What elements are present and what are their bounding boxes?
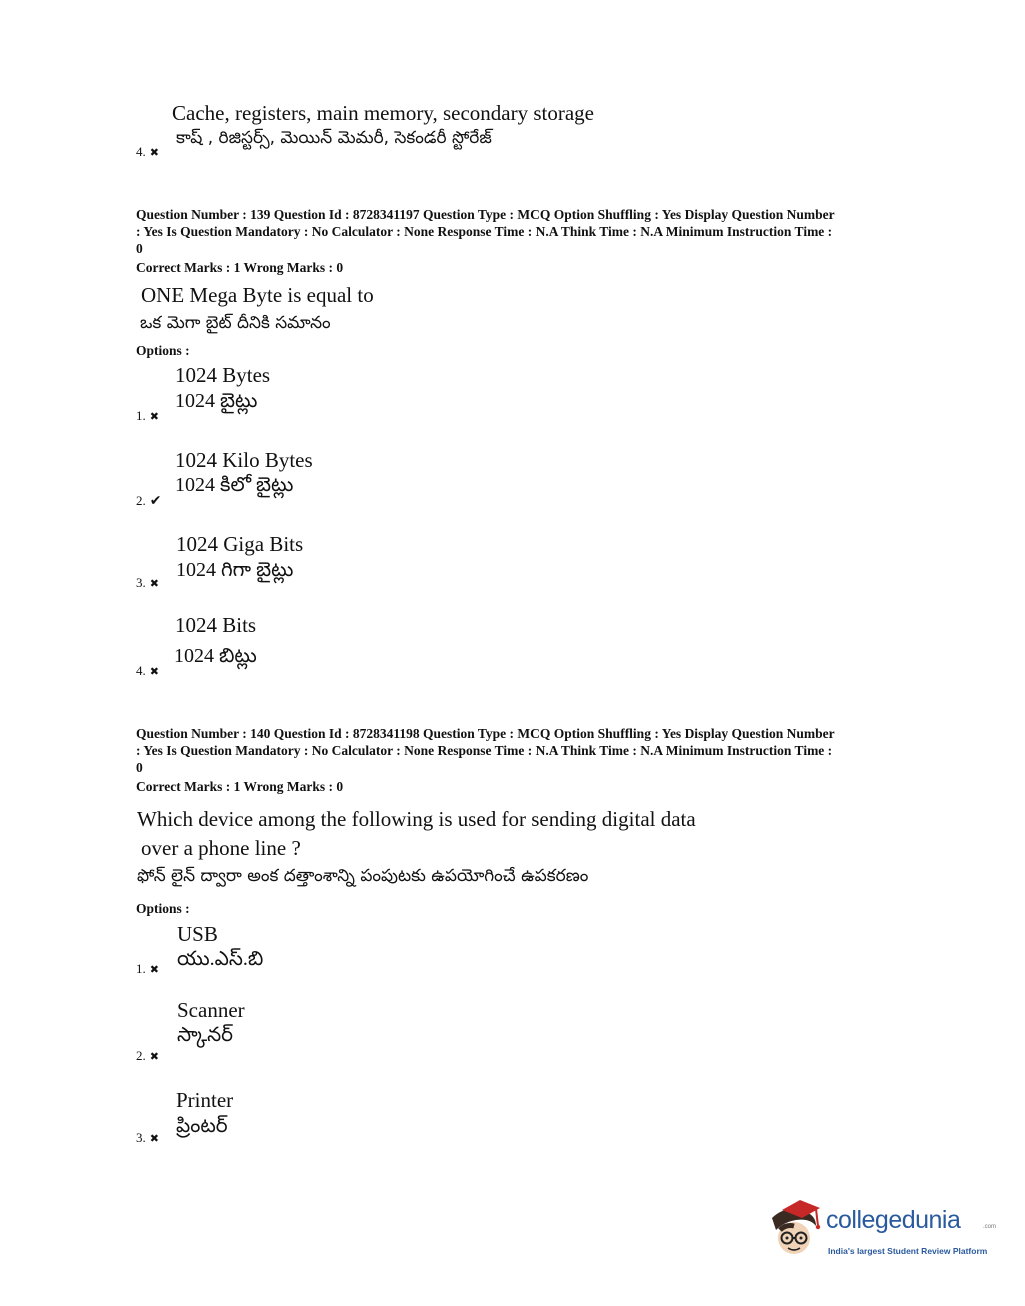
q140-meta — [136, 725, 906, 776]
brand-name: collegedunia — [826, 1206, 961, 1234]
q139-meta — [136, 206, 906, 257]
wrong-mark-icon: ✖ — [149, 1132, 159, 1145]
q140-option-2-number: 2. ✖ — [136, 1048, 159, 1063]
q140-meta-line2: : Yes Is Question Mandatory : No Calculator : None Response Time : N.A Think Time : N.A Minimum Instruction Time : — [136, 743, 833, 758]
q139-option-4-number: 4. ✖ — [136, 663, 159, 678]
q140-option-3-number: 3. ✖ — [136, 1130, 159, 1145]
q140-marks: Correct Marks : 1 Wrong Marks : 0 — [136, 779, 344, 794]
prev-option-4-english: Cache, registers, main memory, secondary storage — [172, 101, 594, 125]
q140-option-3-telugu: ప్రింటర్ — [176, 1115, 228, 1137]
q139-option-3-english: 1024 Giga Bits — [176, 532, 304, 556]
q139-meta-line2: : Yes Is Question Mandatory : No Calculator : None Response Time : N.A Think Time : N.A Minimum Instruction Time : — [136, 224, 833, 239]
q139-option-1-english: 1024 Bytes — [175, 363, 271, 387]
q140-option-2-telugu: స్కానర్ — [177, 1024, 234, 1046]
brand-suffix: .com — [983, 1224, 997, 1230]
q139-option-3-telugu: 1024 గిగా బైట్లు — [176, 559, 294, 581]
q140-question-telugu: ఫోన్ లైన్ ద్వారా అంక దత్తాంశాన్ని పంపుటకు ఉపయోగించే ఉపకరణం — [137, 866, 589, 886]
q139-option-1-telugu: 1024 బైట్లు — [175, 390, 258, 412]
q139-option-2-telugu: 1024 కిలో బైట్లు — [175, 474, 294, 496]
q139-meta-line3: 0 — [136, 241, 143, 256]
prev-option-4-number: 4. ✖ — [136, 144, 159, 159]
collegedunia-logo — [766, 1198, 996, 1268]
q139-option-4-english: 1024 Bits — [175, 613, 257, 637]
q139-option-2-english: 1024 Kilo Bytes — [175, 448, 313, 472]
wrong-mark-icon: ✖ — [149, 577, 159, 590]
wrong-mark-icon: ✖ — [149, 410, 159, 423]
q139-option-4-telugu: 1024 బిట్లు — [174, 645, 257, 667]
correct-check-icon: ✔ — [149, 493, 162, 509]
q140-meta-line1: Question Number : 140 Question Id : 8728341198 Question Type : MCQ Option Shuffling : Yes Display Question Number — [136, 726, 835, 741]
q139-option-3-number: 3. ✖ — [136, 575, 159, 590]
q139-option-2-number: 2. ✔ — [136, 493, 162, 509]
q140-option-1-english: USB — [177, 922, 218, 946]
q140-meta-line3: 0 — [136, 760, 143, 775]
q140-option-2-english: Scanner — [177, 998, 245, 1022]
wrong-mark-icon: ✖ — [149, 963, 159, 976]
wrong-mark-icon: ✖ — [149, 146, 159, 159]
q140-option-1-number: 1. ✖ — [136, 961, 159, 976]
q139-marks: Correct Marks : 1 Wrong Marks : 0 — [136, 260, 344, 275]
q140-option-1-telugu: యు.ఎస్.బి — [177, 948, 264, 970]
wrong-mark-icon: ✖ — [149, 1050, 159, 1063]
brand-tagline: India's largest Student Review Platform — [828, 1246, 988, 1256]
prev-option-4-telugu: కాష్ , రిజిస్టర్స్, మెయిన్ మెమరీ, సెకండరీ స్టోరేజ్ — [176, 128, 492, 148]
q139-meta-line1: Question Number : 139 Question Id : 8728341197 Question Type : MCQ Option Shuffling : Yes Display Question Number — [136, 207, 835, 222]
q140-question-english-line2: over a phone line ? — [141, 836, 301, 860]
q140-question-english-line1: Which device among the following is used for sending digital data — [137, 807, 696, 831]
q139-question-telugu: ఒక మెగా బైట్ దీనికి సమానం — [140, 313, 331, 333]
q140-options-label: Options : — [136, 901, 190, 916]
q139-options-label: Options : — [136, 343, 190, 358]
student-mascot-icon — [766, 1198, 822, 1262]
q139-option-1-number: 1. ✖ — [136, 408, 159, 423]
wrong-mark-icon: ✖ — [149, 665, 159, 678]
q140-option-3-english: Printer — [176, 1088, 234, 1112]
q139-question-english: ONE Mega Byte is equal to — [141, 283, 374, 307]
